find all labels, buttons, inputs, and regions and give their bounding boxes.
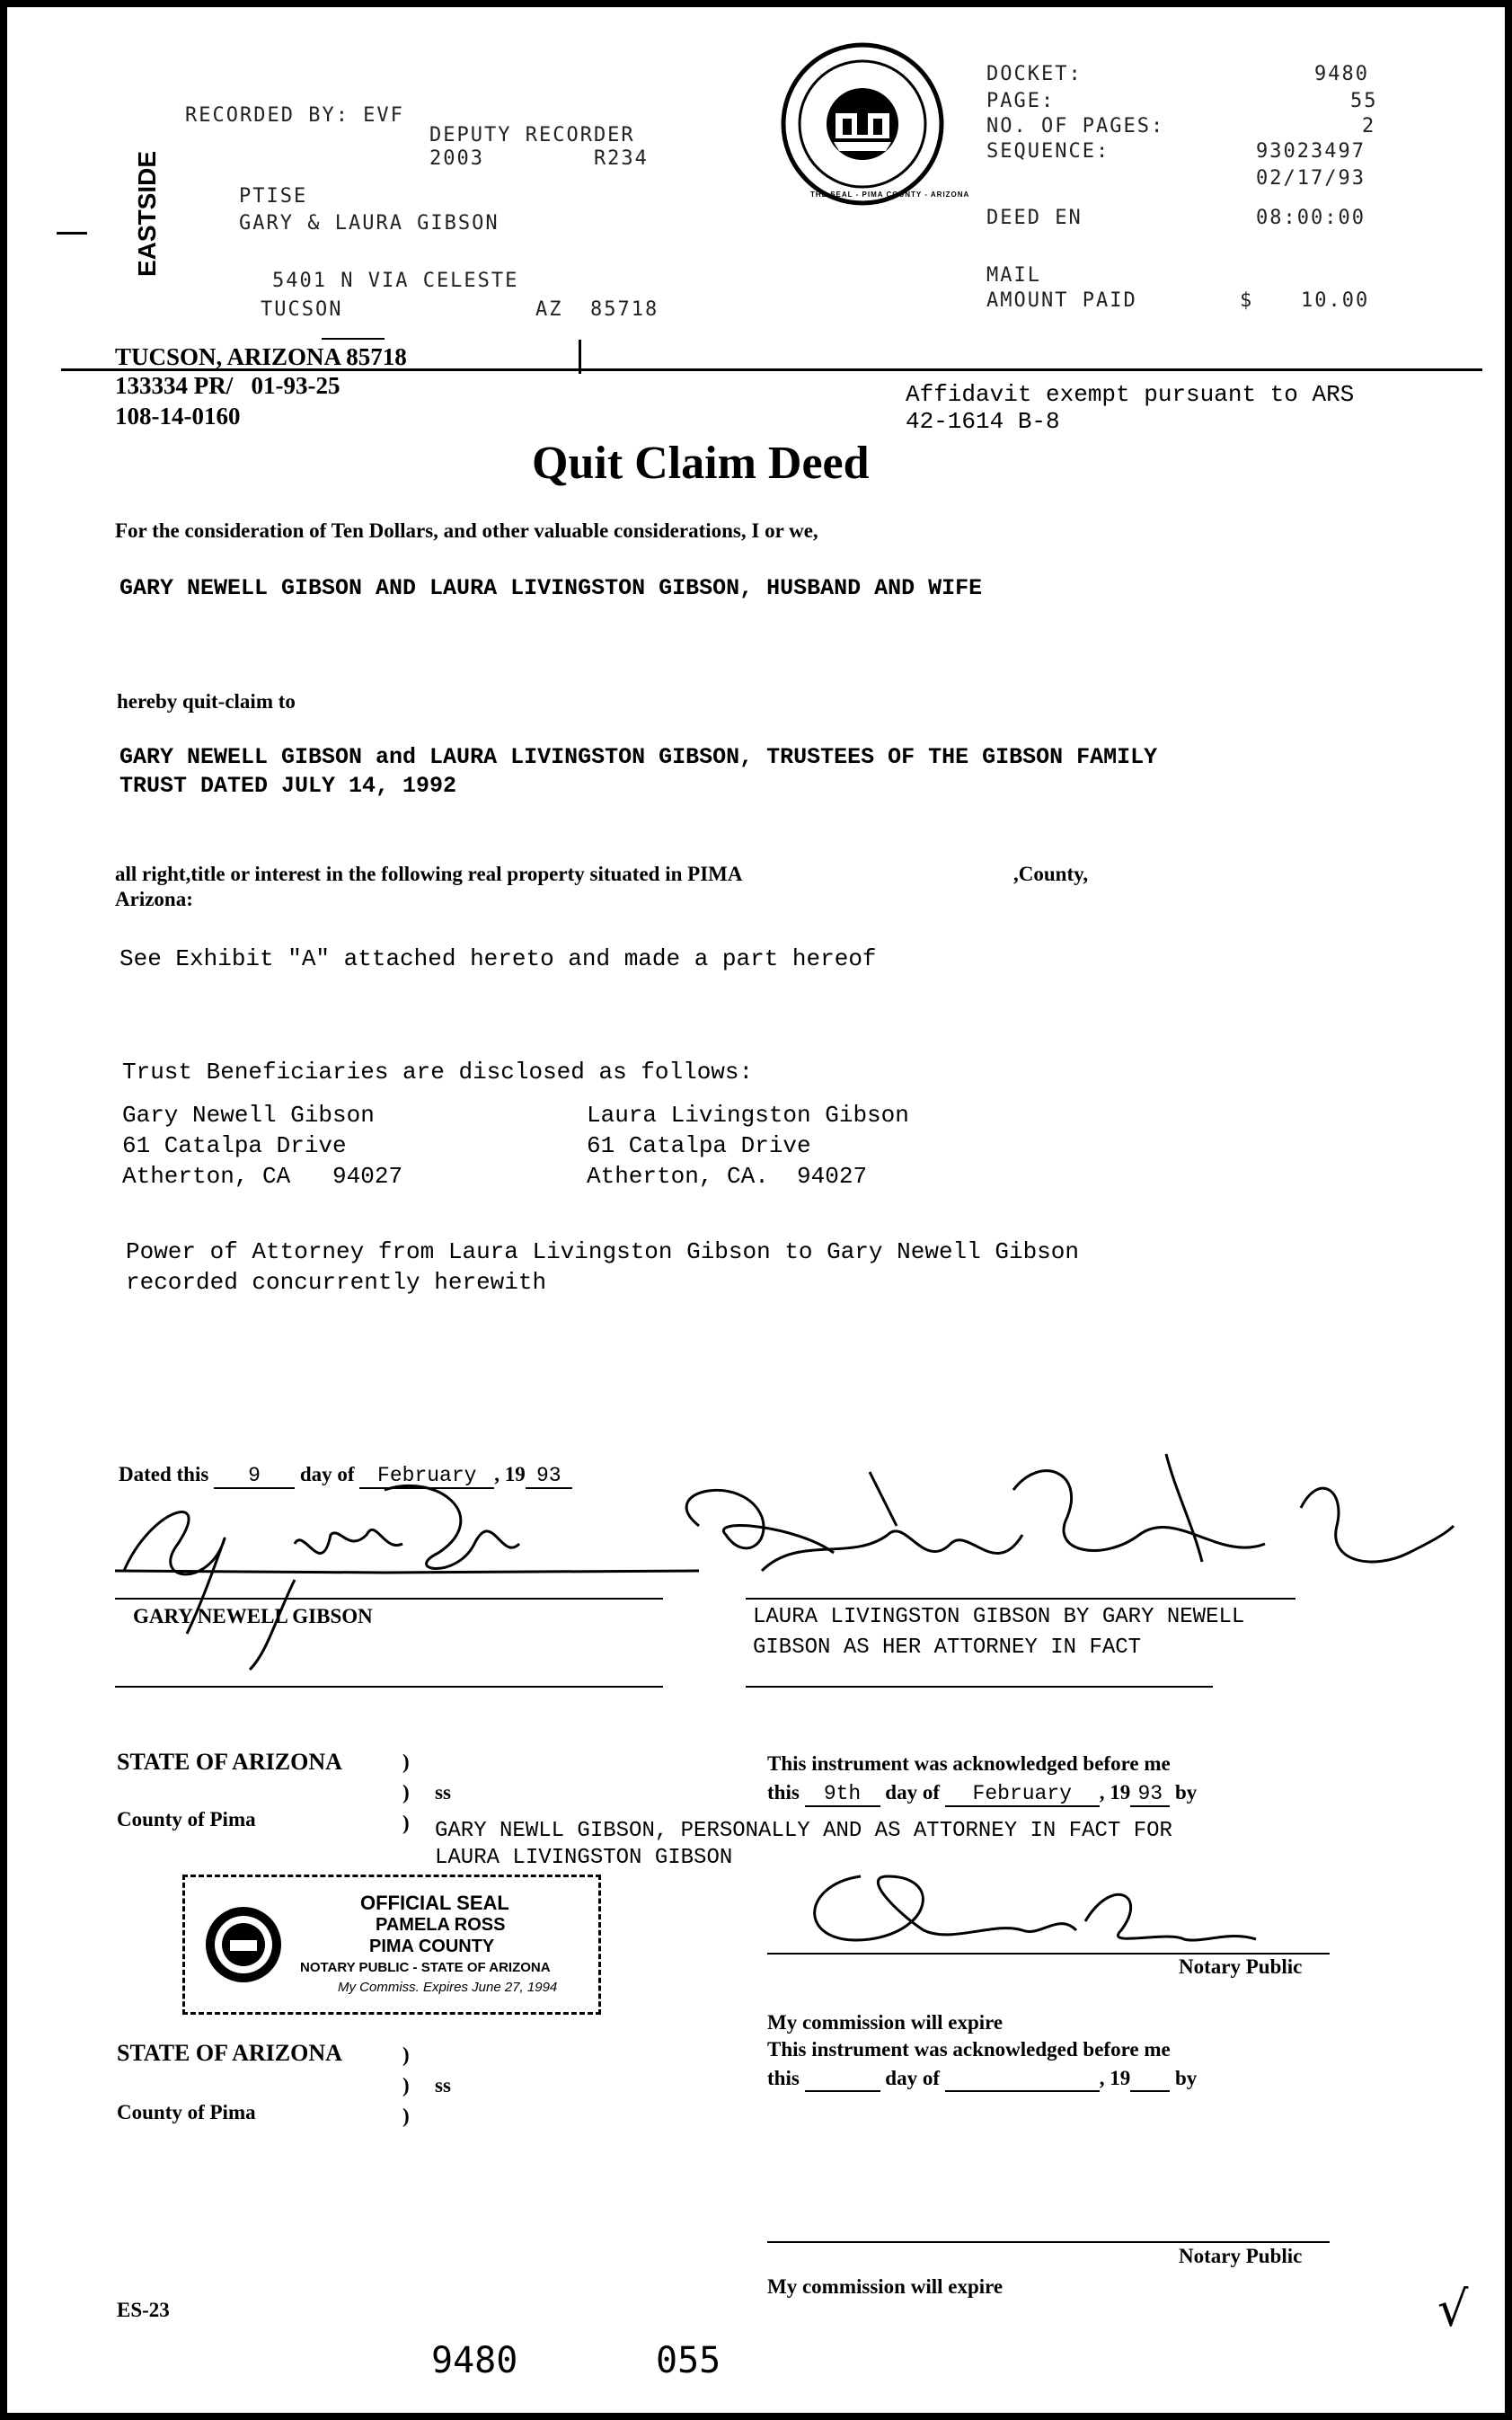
footer-page: 055: [656, 2340, 721, 2381]
notary-seal-icon: [203, 1904, 284, 1985]
amount-symbol: $: [1240, 289, 1254, 312]
parcel-line-1: 133334 PR/ 01-93-25: [115, 372, 340, 399]
seal-line-4: NOTARY PUBLIC - STATE OF ARIZONA: [300, 1960, 551, 1975]
date-value: 02/17/93: [1256, 167, 1366, 190]
ack2-year-blank: [1130, 2067, 1170, 2092]
dated-prefix: Dated this: [119, 1463, 209, 1485]
ack1-state: STATE OF ARIZONA: [117, 1749, 342, 1775]
ack2-day-blank: [805, 2067, 880, 2092]
beneficiary-2-name: Laura Livingston Gibson: [587, 1102, 909, 1129]
grantees-line-2: TRUST DATED JULY 14, 1992: [119, 773, 457, 799]
ack1-year: 93: [1130, 1782, 1170, 1807]
ack2-county: County of Pima: [117, 2101, 256, 2123]
seal-line-2: PAMELA ROSS: [376, 1915, 506, 1935]
ack1-typed-line-2: LAURA LIVINGSTON GIBSON: [435, 1846, 733, 1870]
affidavit-line-2: 42-1614 B-8: [906, 408, 1060, 435]
ack2-notary-label: Notary Public: [1179, 2245, 1303, 2267]
recorder-city: TUCSON: [261, 298, 343, 321]
docket-label: DOCKET:: [986, 63, 1083, 85]
recorder-grantor-name: GARY & LAURA GIBSON: [239, 212, 500, 235]
header-underline-small: [322, 338, 385, 340]
eastside-label: EASTSIDE: [133, 150, 161, 277]
consideration-text: For the consideration of Ten Dollars, and other valuable considerations, I or we,: [115, 519, 818, 542]
beneficiaries-intro: Trust Beneficiaries are disclosed as follows:: [122, 1059, 754, 1086]
beneficiary-1-city: Atherton, CA 94027: [122, 1163, 403, 1190]
poa-line-1: Power of Attorney from Laura Livingston Gibson to Gary Newell Gibson: [126, 1238, 1079, 1265]
ack2-paren-2: ): [402, 2074, 410, 2096]
ack1-county: County of Pima: [117, 1808, 256, 1831]
recorder-line-ptise: PTISE: [239, 185, 308, 208]
signature-line-left: [115, 1598, 663, 1600]
amount-paid-label: AMOUNT PAID: [986, 289, 1137, 312]
ack1-paren-1: ): [402, 1751, 410, 1773]
ack2-paren-1: ): [402, 2043, 410, 2066]
county-seal-icon: [780, 41, 946, 208]
ack2-day-of: day of: [885, 2067, 940, 2089]
amount-value: 10.00: [1301, 289, 1370, 312]
deputy-codes: 2003 R234: [429, 147, 649, 170]
seal-line-1: OFFICIAL SEAL: [360, 1892, 509, 1914]
ack1-day-of: day of: [885, 1781, 940, 1804]
ack2-month-blank: [945, 2067, 1100, 2092]
ack1-date-line: [767, 1781, 1197, 1807]
ack1-paren-2: ): [402, 1781, 410, 1804]
grantees-line-1: GARY NEWELL GIBSON and LAURA LIVINGSTON GIBSON, TRUSTEES OF THE GIBSON FAMILY: [119, 744, 1158, 770]
signer-right-line-2: GIBSON AS HER ATTORNEY IN FACT: [753, 1635, 1142, 1660]
mail-label: MAIL: [986, 264, 1041, 287]
ack2-ss: ss: [435, 2074, 451, 2096]
beneficiary-2-street: 61 Catalpa Drive: [587, 1132, 811, 1159]
document-title: Quit Claim Deed: [532, 438, 870, 489]
property-text: all right,title or interest in the following real property situated in PIMA: [115, 863, 743, 885]
ack1-typed-line-1: GARY NEWLL GIBSON, PERSONALLY AND AS ATTORNEY IN FACT FOR: [435, 1819, 1172, 1843]
signature-line-left-lower: [115, 1686, 663, 1688]
county-seal-text: THE SEAL - PIMA COUNTY - ARIZONA: [810, 191, 970, 199]
quitclaim-text: hereby quit-claim to: [117, 690, 296, 713]
ack2-date-line: [767, 2067, 1197, 2092]
pages-value: 2: [1362, 115, 1376, 137]
ack1-notary-label: Notary Public: [1179, 1955, 1303, 1978]
sequence-value: 93023497: [1256, 140, 1366, 163]
page-label: PAGE:: [986, 90, 1056, 112]
check-mark: √: [1437, 2281, 1469, 2337]
state-word: Arizona:: [115, 888, 193, 910]
notary-signature-drawing: [789, 1858, 1292, 1966]
footer-docket: 9480: [431, 2340, 518, 2381]
ack2-year-prefix: , 19: [1099, 2067, 1131, 2089]
docket-value: 9480: [1314, 63, 1369, 85]
recorder-tick: [57, 232, 87, 235]
ack1-by: by: [1175, 1781, 1198, 1804]
official-seal-stamp: [182, 1875, 601, 2015]
ack1-paren-3: ): [402, 1812, 410, 1834]
signer-right-line-1: LAURA LIVINGSTON GIBSON BY GARY NEWELL: [753, 1605, 1245, 1629]
ack2-paren-3: ): [402, 2105, 410, 2127]
ack1-commission: My commission will expire: [767, 2011, 1004, 2034]
time-value: 08:00:00: [1256, 207, 1366, 229]
page-value: 55: [1350, 90, 1378, 112]
ack2-state: STATE OF ARIZONA: [117, 2040, 342, 2066]
seal-line-3: PIMA COUNTY: [369, 1937, 495, 1956]
dated-year-prefix: , 19: [494, 1463, 526, 1485]
signer-left-name: GARY NEWELL GIBSON: [133, 1605, 373, 1627]
signature-line-right-lower: [746, 1686, 1213, 1688]
recorded-by: RECORDED BY: EVF: [185, 104, 404, 127]
ack1-intro: This instrument was acknowledged before me: [767, 1752, 1171, 1775]
exhibit-text: See Exhibit "A" attached hereto and made a part hereof: [119, 945, 877, 972]
ack2-commission: My commission will expire: [767, 2275, 1004, 2298]
document-page: [7, 7, 1505, 2413]
ack1-month: February: [945, 1782, 1100, 1807]
sequence-label: SEQUENCE:: [986, 140, 1110, 163]
no-of-pages-label: NO. OF PAGES:: [986, 115, 1165, 137]
ack2-this: this: [767, 2067, 800, 2089]
notary-line-1: [767, 1953, 1330, 1955]
dated-year: 93: [526, 1464, 572, 1489]
ack2-by: by: [1175, 2067, 1198, 2089]
form-number: ES-23: [117, 2299, 170, 2321]
recorder-street: 5401 N VIA CELESTE: [272, 270, 519, 292]
deputy-recorder: DEPUTY RECORDER: [429, 124, 635, 146]
parcel-line-2: 108-14-0160: [115, 403, 241, 430]
recorder-state-zip: AZ 85718: [535, 298, 659, 321]
notary-line-2: [767, 2241, 1330, 2243]
return-city: TUCSON, ARIZONA 85718: [115, 343, 407, 370]
ack1-day: 9th: [805, 1782, 880, 1807]
ack1-ss: ss: [435, 1781, 451, 1804]
beneficiary-1-street: 61 Catalpa Drive: [122, 1132, 347, 1159]
signature-line-right: [746, 1598, 1295, 1600]
ack1-this: this: [767, 1781, 800, 1804]
grantors: GARY NEWELL GIBSON AND LAURA LIVINGSTON GIBSON, HUSBAND AND WIFE: [119, 575, 983, 601]
dated-day: 9: [214, 1464, 295, 1489]
dated-month: February: [359, 1464, 494, 1489]
affidavit-line-1: Affidavit exempt pursuant to ARS: [906, 381, 1355, 408]
ack1-year-prefix: , 19: [1099, 1781, 1131, 1804]
dated-day-of: day of: [299, 1463, 355, 1485]
deed-en-label: DEED EN: [986, 207, 1083, 229]
beneficiary-2-city: Atherton, CA. 94027: [587, 1163, 868, 1190]
county-word: ,County,: [1013, 863, 1089, 885]
signatures-drawing: [115, 1436, 1463, 1706]
poa-line-2: recorded concurrently herewith: [126, 1269, 547, 1296]
seal-line-5: My Commiss. Expires June 27, 1994: [338, 1980, 558, 1995]
ack2-intro: This instrument was acknowledged before me: [767, 2038, 1171, 2061]
beneficiary-1-name: Gary Newell Gibson: [122, 1102, 375, 1129]
